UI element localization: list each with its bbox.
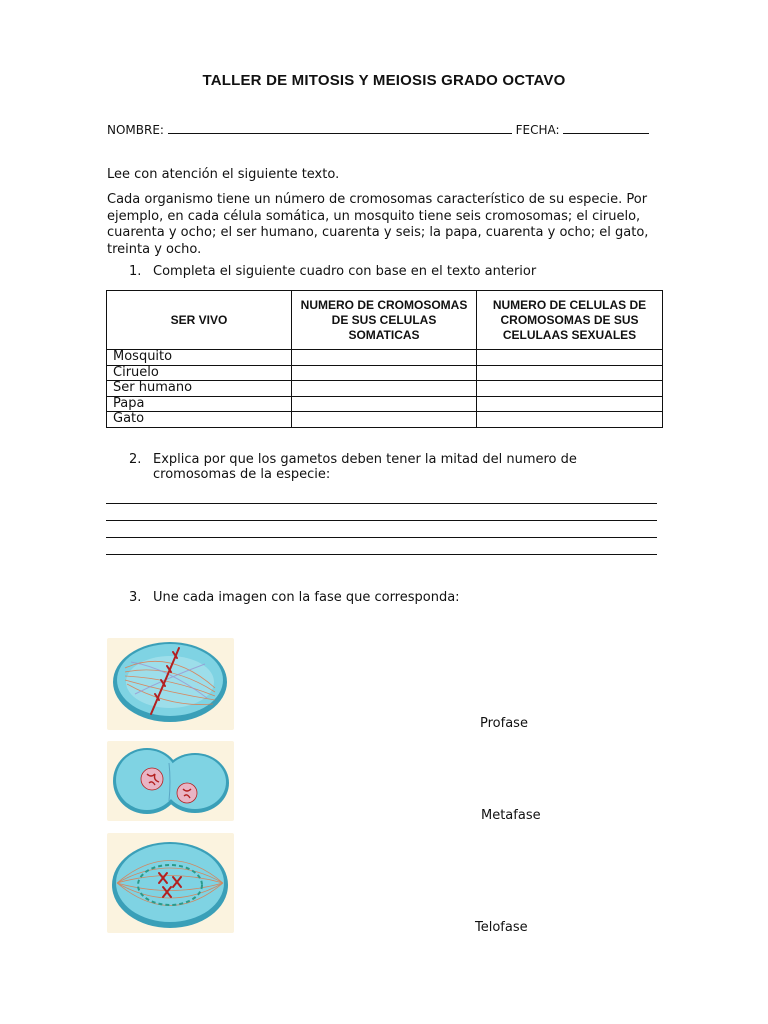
question-3 xyxy=(129,590,460,605)
question-2 xyxy=(129,452,577,482)
name-date-line xyxy=(107,121,649,137)
table-row xyxy=(107,412,663,428)
mitosis-cell-illustration xyxy=(107,638,234,730)
fecha-field[interactable] xyxy=(563,121,649,134)
header-ser-vivo: SER VIVO xyxy=(107,291,292,350)
mitosis-cell-illustration xyxy=(107,833,234,933)
reading-paragraph: Cada organismo tiene un número de cromosomas característico de su especie. Por ejemplo, en cada célula somática, un mosquito tiene seis cromosomas; el ciruelo, cuarenta y ocho; el ser humano, cuarenta y seis; la papa, cuarenta y ocho; el gato, treinta y ocho. xyxy=(107,192,649,257)
page-title: TALLER DE MITOSIS Y MEIOSIS GRADO OCTAVO xyxy=(202,72,566,89)
cell-image-metaphase[interactable] xyxy=(107,638,234,730)
row-label: Ser humano xyxy=(107,381,292,397)
answer-cell[interactable] xyxy=(292,381,477,397)
intro-text: Lee con atención el siguiente texto. xyxy=(107,167,340,182)
answer-cell[interactable] xyxy=(477,396,663,412)
header-sexuales: NUMERO DE CELULAS DE CROMOSOMAS DE SUS CELULAAS SEXUALES xyxy=(477,291,663,350)
phase-label-metafase[interactable]: Metafase xyxy=(481,808,541,823)
nombre-field[interactable] xyxy=(168,121,512,134)
row-label: Ciruelo xyxy=(107,365,292,381)
question-text: Completa el siguiente cuadro con base en el texto anterior xyxy=(153,264,537,279)
answer-cell[interactable] xyxy=(477,412,663,428)
cell-image-prophase[interactable] xyxy=(107,833,234,933)
question-text: Une cada imagen con la fase que corresponda: xyxy=(153,590,460,605)
answer-line[interactable] xyxy=(106,554,657,555)
question-number: 3. xyxy=(129,590,142,605)
header-somaticas: NUMERO DE CROMOSOMAS DE SUS CELULAS SOMATICAS xyxy=(292,291,477,350)
mitosis-cell-illustration xyxy=(107,741,234,821)
table-row xyxy=(107,381,663,397)
table-row xyxy=(107,365,663,381)
cell-image-telophase[interactable] xyxy=(107,741,234,821)
nombre-label: NOMBRE: xyxy=(107,123,164,137)
question-1 xyxy=(129,264,536,279)
fecha-label: FECHA: xyxy=(515,123,560,137)
answer-line[interactable] xyxy=(106,503,657,504)
answer-line[interactable] xyxy=(106,537,657,538)
row-label: Mosquito xyxy=(107,350,292,366)
answer-line[interactable] xyxy=(106,520,657,521)
answer-cell[interactable] xyxy=(292,412,477,428)
phase-label-telofase[interactable]: Telofase xyxy=(475,920,528,935)
question-number: 2. xyxy=(129,452,142,467)
table-row xyxy=(107,396,663,412)
row-label: Papa xyxy=(107,396,292,412)
question-text: Explica por que los gametos deben tener la mitad del numero de xyxy=(153,452,577,467)
question-number: 1. xyxy=(129,264,142,279)
question-text-cont: cromosomas de la especie: xyxy=(153,467,331,482)
answer-cell[interactable] xyxy=(292,350,477,366)
phase-label-profase[interactable]: Profase xyxy=(480,716,528,731)
answer-cell[interactable] xyxy=(477,350,663,366)
chromosome-table xyxy=(106,290,663,428)
row-label: Gato xyxy=(107,412,292,428)
answer-cell[interactable] xyxy=(292,396,477,412)
answer-cell[interactable] xyxy=(292,365,477,381)
answer-cell[interactable] xyxy=(477,365,663,381)
answer-cell[interactable] xyxy=(477,381,663,397)
table-row xyxy=(107,350,663,366)
